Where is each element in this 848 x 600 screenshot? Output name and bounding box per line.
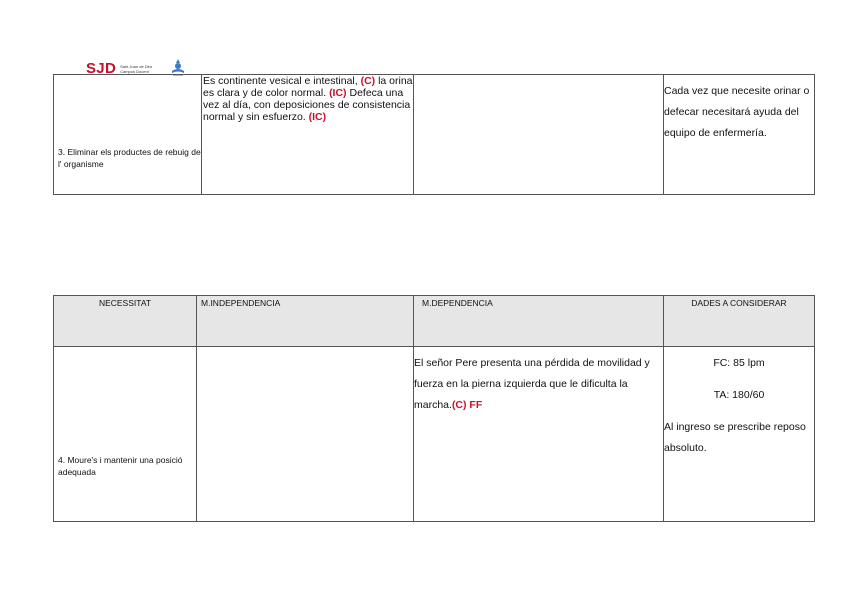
header-necessitat: NECESSITAT (54, 296, 197, 347)
data-cell (664, 347, 815, 522)
need-text: 4. Moure's i mantenir una posició adequada (58, 455, 183, 477)
independence-text: Es continente vesical e intestinal, (203, 75, 361, 87)
code-mark: (C) (360, 75, 376, 87)
header-dades: DADES A CONSIDERAR (664, 296, 815, 347)
independence-text: la orina es clara y de color normal. (203, 75, 413, 99)
independence-cell (197, 347, 414, 522)
independence-text: Defeca una vez al día, con deposiciones de consistencia normal y sin esfuerzo. (203, 87, 411, 123)
need-text: 3. Eliminar els productes de rebuig de l' organisme (58, 147, 201, 169)
need-cell (54, 75, 202, 195)
care-table-2 (53, 295, 815, 522)
data-cell (664, 75, 815, 195)
ta-value: TA: 180/60 (713, 389, 765, 401)
code-mark: (IC) (329, 87, 347, 99)
logo-subtext: Sant Joan de Déu Campus Docent (120, 64, 153, 74)
dependence-cell (414, 347, 664, 522)
logo (86, 56, 186, 76)
header-dependencia: M.DEPENDENCIA (414, 296, 664, 347)
header-independencia: M.INDEPENDENCIA (197, 296, 414, 347)
independence-cell (202, 75, 414, 195)
data-note: Al ingreso se prescribe reposo absoluto. (664, 421, 806, 454)
fc-value: FC: 85 lpm (713, 357, 765, 369)
data-text: Cada vez que necesite orinar o defecar necesitará ayuda del equipo de enfermería. (664, 85, 810, 139)
need-cell (54, 347, 197, 522)
code-mark: (C) FF (451, 399, 483, 411)
logo-text: SJD (86, 60, 117, 77)
code-mark: (IC) (308, 111, 327, 123)
dependence-cell (414, 75, 664, 195)
care-table-1 (53, 74, 815, 195)
dependence-text: El señor Pere presenta una pérdida de movilidad y fuerza en la pierna izquierda que le dificulta la marcha. (414, 357, 650, 411)
